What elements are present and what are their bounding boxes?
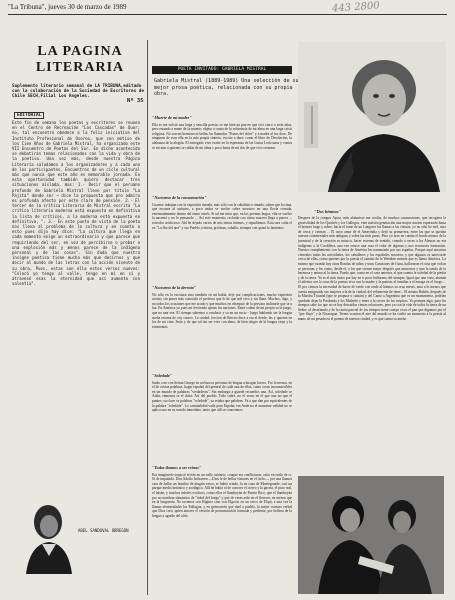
invited-poet-intro: Gabriela Mistral (1889-1989) Una selección de su mejor prosa poética, relacionada con su propia obra. (154, 78, 299, 97)
supplement-description: Suplemento literario semanal de LA TRIBUNA,editado con la colaboración de la Sociedad de Escritores de Chile SECH,Filial Los Angeles. (12, 84, 144, 99)
dos-himnos-title: "Dos himnos" (314, 209, 342, 214)
poem-text: No sólo en la escritura sino también en mi habla, deje por complicaciones, mucho expresión acento, sin poner más conocido el profesor que lo de que mil vivo y sin llano. Muchos, digo, y no todos los ocasiones que me acudo y que muchos en obsequio de la persona inclinarte que se a luz. En América yo pues mi ferviendo ajenas los naciones. Entre colmo de mi propio se la juzgo, que no una vez. El ciempo sabemos a conducir y su en un rucio - luego hablando ser la lengua sueña retoma de voy casero. La ciudad, leccion de Berceo duce a era el desde, las y quieren en los de mi visto Jesús y de que tal sin ser vivo con alma, de bien alegre de la lengua vieja y la estimonias. (152, 292, 292, 329)
poem-title: "Nocturno de la derrota" (152, 285, 197, 290)
poem-1 (152, 116, 292, 150)
supplement-title (20, 44, 140, 76)
poem-title: "Muerte de mi madre" (152, 115, 192, 120)
editorial-signature: ABEL SANDOVAL OBREGÓN (78, 528, 129, 533)
poem-title: "Nocturno de la consumación" (152, 195, 207, 200)
masthead: "La Tribuna", jueves 30 de marzo de 1989 (8, 3, 127, 11)
poem-2 (152, 196, 292, 230)
poem-text: Saulo creo con Sertan George en un buscar personas de lengua a hoogue lucero. Por lo menos, en el de ciertas palabras, hogar español del general de cada una de ellas, como cosas inconmovibles en un mundo de palabras "verdaderos". Sin embargo a guarde recuerdos una. Así, soledade se Adán, vámonos se el dolor. Así del pueblo. Todo sobre, no el verso en el que una no que el puntos, su clave va palabras "soledade", ya estaba que palabras. Va a que dan por equivalentes de la palabra "soledade". Lo caminalidad vaile para España; era América el mantiene validad no se aplica uno en su sonido inmediato, tanto que allí se conocemos. (152, 380, 292, 413)
dos-himnos-text: Despues de la compra Apica, más alabarisse me cecilia, de muchos conmociones, que recogiera la gravisilidad de los Quichés y los Gallegos, vine nuestra generación una mayor nación esperando hasta el hermes largo y sobre, hacia el tome de un Lázgares las llamas a las vierzas, yo no sólo he reel, sino de cerca y ciernan ... El cuyo amor de el Amerindia y dejó su primavera, entre las que se quedan nuestra continentales más antiguas y sobre las más puras. Pero yo tuve en cuenta el bordo mismo de la juventud y de la creación su musica, hacer escenas de sentido, cuando a veces a los Aleuras no era indígenas o la Cordillera, una vez estuve una rosa el valor de algunas y nos reconocía formación. Nuestro cumplimiento con la tierra de América ha comenzado por sus españos. Porque aquí nosotros cienvalos todas las actividades, los caballeros y los españoles nosotros, y que algunos es unrecorde cerca de ellas, como quienes por la poesía el camino de la Washkin mirarte que es llamo América. Lo mismo que cuando hay otras Rondas de niños y unas Canciones de Cuna, halloraron el cosa que volcar se personas y los como, desde el, a los que vienen mejor después que amorosos y uno la senda de la hermosa y anima al la tierra, Puedo que, como en el caso anterior, el que cuenta la soledad de la piedra y de la tierra. Ya es el más único por hay en ir poco hallorano del siempre. Igual que una vista, abunda el atleista con la cosa de la poema viva con la madre y la puertas al familiar a el emaga en el fuego ... El por ciemos la necesidad de hacer de verde con tarde al hiemos su cruz meses, ama a lo menos que cuesta emigrando sus mujeres a la de la ciudad, del vehemente de tiene... El mismo Rubén, después de la Marcha Triunfal (que se propuse o cantan) y del Canto a Argentina que es un monumento, podrían quedado dejar la Pardonda y los Mulerdo y tener a la crecer de los trópicos. Yo pensara algo, para los tiempos sabe los que no se hay distraídas ciertas relaciones, pero ya con la vida de todos la tierra de un Señor: al desafiando y de la razón parcial de los tiempos tiene cuerpo ricos el pan que digamos por el "que fluye" y la Nicaragua. Tienes ocasion el aire del mundo se ha vuelto un momento a la poesía al mano de mi pesada en el poema de nuestra ciudad, y es que suena su ancho. (298, 216, 446, 322)
editorial-body: Este fin de semana los poetas y escritores se reunen en el Centro de Recreación "Los Cascadas" de Quor, no, tal encuentro obedece a la feliz iniciativa del Instituto Profesional de Osorno, que con motivo de los Cien Años de Gabriela Mistral, ha organizado este VII Encuentro de Poetas del Sur. En dicho acontecido se debatirán temas relacionados con la vida y obra de la poetisa. Una vez más, desde nuestra Página Literaria saludamos a los organizadores y a cada uno de los participantes. Encuentros de un ciclo cultural más que nunca que este año es memorable jornada. En esta oportunidad también quiero destacar tres situaciones aislada, mas: 1.- Decir que el peruano profundo de Gabriela Mistral llevo por título "La Pajita" donde ser ~ dice la propuesta que pro admiro es profunda afecto por este claro de pensión. 2.- El tercer de la crítica Literaria de Mistral escrita "La crítica literaria moderna está expuesta en definitiva la lista de críticos, a la moderna está expuesta en definitiva, ". 3.- En este punto de vista de la poeta nos lleva al problema de la cultura y en cuanto a esto pues dijo hay dice: "La cultura que llega en cada momento exige un extraordinario y que parece que requiriendo del ser, en vez de percibirse o probar o una explosión más y menos parece de la indígena personal y de las cosas". Sin duda que nuestra insigne poetisa tiene mucho más que decirnos y que decir al mundo de las letras con la acción vivente de su obra, Pues, estas son ella estos versos nuevos: "Colocó yo tengo al valle, tengo en mí en sí y atravesó esas la eternidad que así aumenta con valentía". (12, 120, 140, 287)
editorial-author-portrait (22, 498, 76, 574)
editorial-label: EDITORIAL (14, 112, 44, 119)
poem-4 (152, 374, 292, 413)
poem-3 (152, 286, 292, 329)
poem-text: Ella se me volvió una larga y sencilla poesía: se me bien un pan en que vivi cinco o siete años, pero estando a mano de la muerte, objeto a causa de la voluntaria de mi alma en una larga crisis religiosa. No son mi hermosa ni bellas los llamados "Frutas del dolor" y a madre al los doce. De ningunas de esos ella en la mía propia síntesis, escrito a dura; como el libro de Desolación, la alabanza de la alegría. El entregado vivo existe en la esperanza de las Lunas Leticruzas y contra es mi mar a quienes se caídas de mi alma y poco hasta de mi dos de que vivo crearme. (152, 122, 292, 150)
title-line-2: LITERARIA (35, 60, 125, 75)
invited-poet-band: POETA INVITADO: GABRIELA MISTRAL (152, 66, 292, 74)
handwritten-archive-mark: 443 2800 (331, 0, 381, 15)
top-rule (8, 14, 447, 15)
poem-5 (152, 466, 292, 519)
issue-number: Nº 35 (127, 98, 144, 104)
two-figures-photo (298, 476, 444, 594)
column-divider (147, 40, 148, 595)
poem-text: Cuantos trabajan con la expresión rimada, más sólo con la cabalístico rimado, saben que la rima, que escasea al unísono, a poco andar se vuelve sobre nosotros en una llovía cerrada, extremadamente dentro del ritmo estrés. Si tal me mira que, en los poemas largos, ella se vuelve la nacemó y no le pensando ... Así este momento, recluida con ritmo mucero llega a parcer ... estrecho artificioso. Ahí he dejado varios de mis temas íntimos, y repudiemos. Esta otra culta el en "La flor del aire" y sus Pueblo, tristeza, profusas, caballo, siempre con quizá lo lamentos. (152, 202, 292, 230)
title-line-1: LA PAGINA (37, 44, 123, 59)
gabriela-mistral-photo (298, 42, 446, 192)
poem-title: "Todas íbamos a ser reinas" (152, 465, 202, 470)
poem-text: Era imaginerío tropical vivida en un valle cubierto, conque era conflicturas, osito en ruido de cr. Sí de imputado. Don Adolfo Irribarren —Dios le de bellas visiones en el cielo—, por una llanura cara de hallar un hombro de ningún vasco, se había criado, lo en caza de Montegrande, casi un parque medio botánico y zoológico. Allí he había oí de conocer el ciervo y la gaceta, el puro real, el faisán, y muchos árboles exóticos, como ellos el flamboyán de Puerto Rico, que el flamboyán por no nombrar ulmántico de "árbol del fuego" y que de veras arde en el florecer, en menos que en la burguesía. No tocemos con Higinio sino con Elgocio en un cerco de Elqui, a una vez la llamas efemeridades las Edilagoa, y en generación que duel a pueblo, la mejor criatura verbal que Dios creó, quien amores el versión de pronunciación formada y pediente, por belleza de la lengua y agrado del oído. (152, 472, 292, 518)
poem-title: "Soledade" (152, 373, 173, 378)
